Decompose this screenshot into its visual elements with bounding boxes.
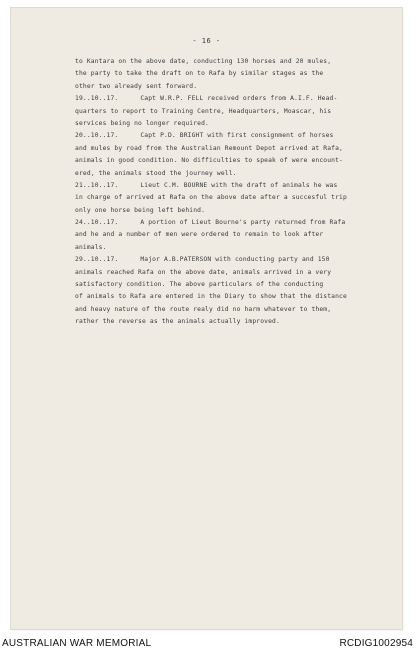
entry-date: 29..10..17. <box>75 256 119 264</box>
text-line: other two already sent forward. <box>75 82 198 90</box>
text-line: and he and a number of men were ordered to remain to look after <box>75 231 324 239</box>
entry-date: 19..10..17. <box>75 95 119 103</box>
diary-entry-line: 20..10..17. Capt P.D. BRIGHT with first consignment of horses <box>75 130 395 142</box>
text-line: services being no longer required. <box>75 119 209 127</box>
text-line: in charge of arrived at Rafa on the above date after a succesful trip <box>75 194 347 202</box>
diary-text <box>75 56 395 329</box>
text-line: to Kantara on the above date, conducting 130 horses and 20 mules, <box>75 58 332 65</box>
text-line: ered, the animals stood the journey well. <box>75 169 237 177</box>
text-line: and mules by road from the Australian Remount Depot arrived at Rafa, <box>75 144 343 152</box>
text-line: animals reached Rafa on the above date, animals arrived in a very <box>75 268 332 276</box>
document-page <box>11 8 402 629</box>
entry-date: 20..10..17. <box>75 132 119 140</box>
text-line: of animals to Rafa are entered in the Diary to show that the distance <box>75 293 347 301</box>
diary-entry-line: 24..10..17. A portion of Lieut Bourne's party returned from Rafa <box>75 217 395 229</box>
archive-footer <box>0 633 417 653</box>
diary-entry-line: 29..10..17. Major A.B.PATERSON with conducting party and 150 <box>75 254 395 266</box>
diary-entry-line: 19..10..17. Capt W.R.P. FELL received orders from A.I.F. Head- <box>75 93 395 105</box>
diary-entry-line: 21..10..17. Lieut C.M. BOURNE with the draft of animals he was <box>75 180 395 192</box>
page-number: - 16 - <box>192 37 221 45</box>
text-line: animals. <box>75 243 107 251</box>
text-line: rather the reverse as the animals actually improved. <box>75 318 280 326</box>
text-line: satisfactory condition. The above particulars of the conducting <box>75 281 324 289</box>
text-line: animals in good condition. No difficulties to speak of were encount- <box>75 157 343 165</box>
text-line: only one horse being left behind. <box>75 206 206 214</box>
entry-date: 21..10..17. <box>75 181 119 189</box>
text-line: and heavy nature of the route realy did no harm whatever to them, <box>75 305 332 313</box>
entry-date: 24..10..17. <box>75 219 119 227</box>
text-line: the party to take the draft on to Rafa by similar stages as the <box>75 70 324 78</box>
text-line: quarters to report to Training Centre, Headquarters, Moascar, his <box>75 107 332 115</box>
footer-institution: AUSTRALIAN WAR MEMORIAL <box>2 638 152 649</box>
footer-record-id: RCDIG1002954 <box>339 638 413 649</box>
